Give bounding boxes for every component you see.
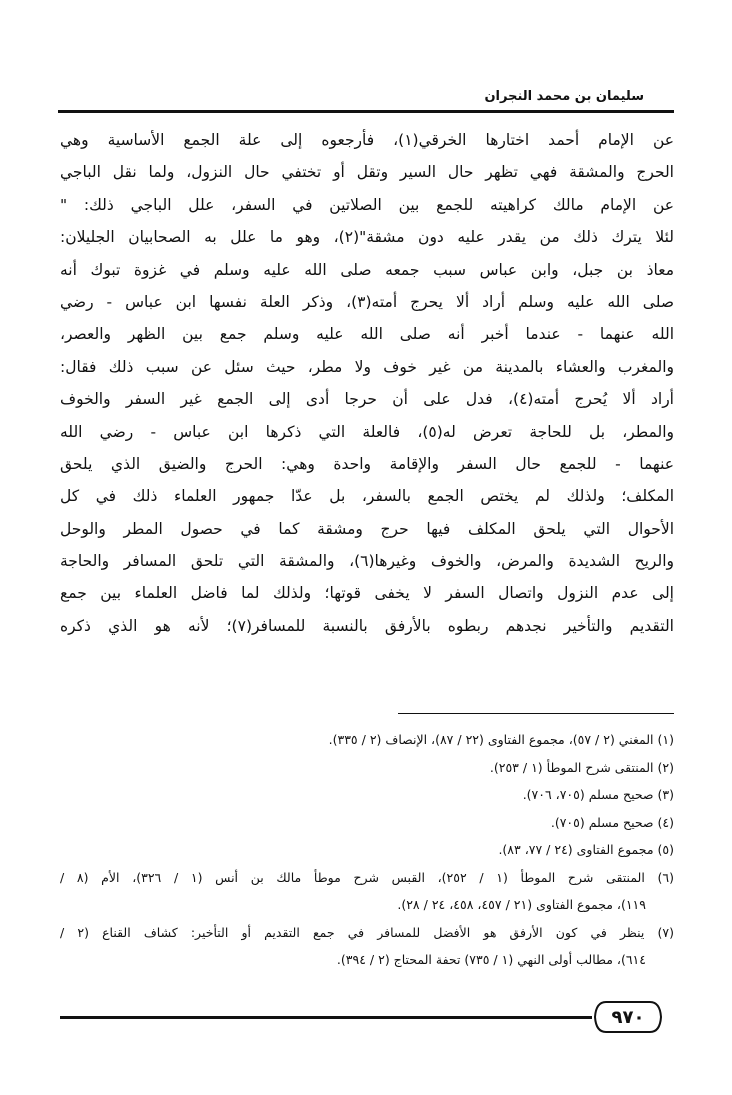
footer-rule (60, 1016, 592, 1019)
footnotes (60, 726, 674, 974)
text-line: والمغرب والعشاء بالمدينة من غير خوف ولا مطر، حيث سئل عن سبب ذلك فقال: (60, 357, 674, 376)
text-line: الله عنهما - عندما أخبر أنه صلى الله عليه وسلم جمع بين الظهر والعصر، (60, 325, 674, 344)
text-line: والريح الشديدة والمرض، والخوف وغيرها(٦)، والمشقة التي تلحق المسافر والحاجة (60, 552, 674, 571)
footnote-line: (٢) المنتقى شرح الموطأ (١ / ٢٥٣). (489, 759, 674, 775)
text-line: الحرج والمشقة فهي تظهر حال السير وتقل أو تختفي حال النزول، ولما نقل الباجي (60, 163, 674, 182)
text-line: إلى عدم النزول واتصال السفر لا يخفى قوتها؛ ولذلك لما فاضل العلماء بين جمع (60, 584, 674, 603)
page-number: ٩٧٠ (611, 1006, 645, 1028)
footnote-line: (٣) صحيح مسلم (٧٠٥، ٧٠٦). (522, 787, 674, 802)
main-text (60, 124, 674, 642)
footnote-line: (٤) صحيح مسلم (٧٠٥). (550, 814, 674, 830)
text-line: عن الإمام أحمد اختارها الخرقي(١)، فأرجعوه إلى علة الجمع الأساسية وهي (60, 131, 674, 149)
footnote-separator (398, 713, 674, 714)
text-line: عن الإمام مالك كراهيته للجمع بين الصلاتين في السفر، علل الباجي ذلك: " (60, 195, 674, 214)
footnote-line: ١١٩)، مجموع الفتاوى (٢١ / ٤٥٧، ٤٥٨، ٢٤ / ٢٨). (397, 897, 646, 912)
text-line: الأحوال التي يلحق المكلف فيها حرج ومشقة كما في حصول المطر والوحل (60, 519, 674, 538)
text-line: معاذ بن جبل، وابن عباس سبب جمعه صلى الله عليه وسلم في غزوة تبوك أنه (60, 260, 674, 279)
text-line: أراد ألا يُحرج أمته(٤)، فدل على أن حرجا أدى إلى الجمع غير السفر والخوف (60, 390, 674, 409)
header-rule (58, 110, 674, 113)
text-line: المكلف؛ ولذلك لم يختص الجمع بالسفر، بل عدّا جمهور العلماء ذلك في كل (60, 487, 674, 506)
footnote-line: (٧) ينظر في كون الأرفق هو الأفضل للمسافر في جمع التقديم أو التأخير: كشاف القناع (٢ / (60, 924, 674, 940)
footnote-line: (٦) المنتقى شرح الموطأ (١ / ٢٥٢)، القبس شرح موطأ مالك بن أنس (١ / ٣٢٦)، الأم (٨ / (60, 869, 674, 885)
footnote-line: ٦١٤)، مطالب أولى النهي (١ / ٧٣٥) تحفة المحتاج (٢ / ٣٩٤). (336, 952, 646, 967)
footnote-line: (١) المغني (٢ / ٥٧)، مجموع الفتاوى (٢٢ / ٨٧)، الإنصاف (٢ / ٣٣٥). (328, 732, 674, 747)
text-line: والمطر، بل للحاجة تعرض له(٥)، فالعلة التي ذكرها ابن عباس - رضي الله (60, 422, 674, 441)
footnote-line: (٥) مجموع الفتاوى (٢٤ / ٧٧، ٨٣). (498, 842, 674, 857)
text-line: لئلا يترك ذلك من يقدر عليه دون مشقة"(٢)، وهو ما علل به الصحابيان الجليلان: (60, 228, 674, 247)
text-line: صلى الله عليه وسلم أراد ألا يحرج أمته(٣)، وذكر العلة نفسها ابن عباس - رضي (60, 292, 674, 311)
running-header-title: سليمان بن محمد النجران (484, 89, 644, 104)
text-line: عنهما - للجمع حال السفر والإقامة واحدة وهي: الحرج والضيق الذي يلحق (60, 454, 674, 473)
text-line: التقديم والتأخير نجدهم ربطوه بالأرفق بالنسبة للمسافر(٧)؛ لأنه هو الذي ذكره (60, 616, 674, 635)
page-number-badge (592, 998, 664, 1036)
